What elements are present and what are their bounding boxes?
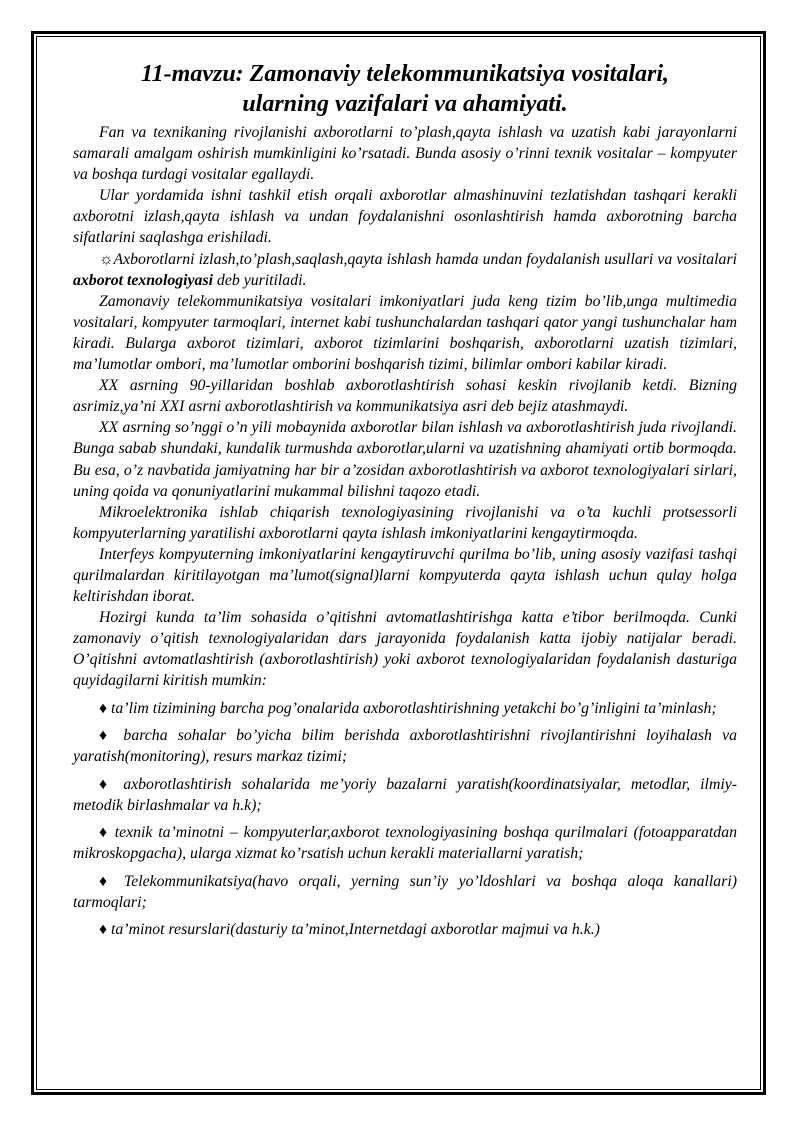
- list-item: [73, 774, 737, 816]
- diamond-bullet-icon: ♦: [99, 775, 114, 793]
- document-title: [73, 60, 737, 119]
- paragraph-4: Zamonaviy telekommunikatsiya vositalari imkoniyatlari juda keng tizim bo’lib,unga multimedia vositalari, kompyuter tarmoqlari, internet kabi tushunchalardan tashqari qator yangi tushunchalar ham kiradi. Bularga axborot tizimlari, axborot tizimlarini boshqarish, axborotlarni uzatish tizimlari, ma’lumotlar ombori, ma’lumotlar omborini boshqarish tizimi, bilimlar ombori kabilar kiradi.: [73, 292, 737, 374]
- paragraph-2: Ular yordamida ishni tashkil etish orqali axborotlar almashinuvini tezlatishdan tashqari kerakli axborotni izlash,qayta ishlash va undan foydalanishni osonlashtirish hamda axborotning barcha sifatlarini saqlashga erishiladi.: [73, 187, 737, 247]
- list-item: [73, 919, 737, 940]
- term-axborot-texnologiyasi: axborot texnologiyasi: [73, 271, 213, 289]
- list-item-text: axborotlashtirish sohalarida me’yoriy bazalarni yaratish(koordinatsiyalar, metodlar, ilmiy-metodik birlashmalar va h.k);: [73, 775, 738, 814]
- sun-symbol-icon: ☼: [99, 250, 114, 268]
- title-line-1: 11-mavzu: Zamonaviy telekommunikatsiya vositalari,: [141, 61, 669, 87]
- list-item: [73, 871, 737, 913]
- list-item: [73, 698, 737, 719]
- diamond-bullet-icon: ♦: [99, 824, 109, 842]
- paragraph-6: XX asrning so’nggi o’n yili mobaynida axborotlar bilan ishlash va axborotlashtirish juda rivojlandi. Bunga sabab shundaki, kundalik turmushda axborotlar,ularni va uzatishning ahamiyati ortib bormoqda. Bu esa, o’z navbatida jamiyatning har bir a’zosidan axborotlashtirish va axborot texnologiyalari sirlari, uning qoida va qonuniyatlarini mukammal bilishni taqozo etadi.: [73, 419, 737, 500]
- list-item-text: barcha sohalar bo’yicha bilim berishda axborotlashtirishni rivojlantirishni loyihalash va yaratish(monitoring), resurs markaz tizimi;: [73, 727, 738, 766]
- diamond-bullet-icon: ♦: [99, 872, 114, 890]
- paragraph-3-end: deb yuritiladi.: [212, 271, 307, 289]
- list-item: [73, 822, 737, 864]
- paragraph-8: Interfeys kompyuterning imkoniyatlarini kengaytiruvchi qurilma bo’lib, uning asosiy vazifasi tashqi qurilmalardan kiritilayotgan ma’lumot(signal)larni kompyuterda qayta ishlash uchun qulay holga keltirishdan iborat.: [73, 545, 737, 606]
- paragraph-7: Mikroelektronika ishlab chiqarish texnologiyasining rivojlanishi va o’ta kuchli protsessorli kompyuterlarning yaratilishi axborotlarni qayta ishlash imkoniyatlarini kengaytirmoqda.: [73, 503, 737, 542]
- diamond-bullet-icon: ♦: [99, 727, 114, 745]
- list-item-text: ta’lim tizimining barcha pog’onalarida axborotlashtirishning yetakchi bo’g’inligini ta’minlash;: [111, 699, 717, 717]
- list-item-text: Telekommunikatsiya(havo orqali, yerning sun’iy yo’ldoshlari va boshqa aloqa kanallari) tarmoqlari;: [73, 872, 737, 911]
- diamond-bullet-icon: ♦: [99, 699, 108, 717]
- paragraph-1: Fan va texnikaning rivojlanishi axborotlarni to’plash,qayta ishlash va uzatish kabi jarayonlarni samarali amalgam oshirish mumkinligini ko’rsatadi. Bunda asosiy o’rinni texnik vositalar – kompyuter va boshqa turdagi vositalar egallaydi.: [73, 124, 737, 184]
- paragraph-9: Hozirgi kunda ta’lim sohasida o’qitishni avtomatlashtirishga katta e’tibor berilmoqda. Cunki zamonaviy o’qitish texnologiyalaridan dars jarayonida foydalanish katta ijobiy natijalar beradi. O’qitishni avtomatlashtirish (axborotlashtirish) yoki axborot texnologiyalaridan foydalanish dasturiga quyidagilarni kiritish mumkin:: [73, 609, 737, 690]
- diamond-bullet-icon: ♦: [99, 921, 108, 939]
- paragraph-3: [73, 249, 737, 291]
- title-line-2: ularning vazifalari va ahamiyati.: [242, 90, 568, 117]
- document-body: [73, 60, 737, 940]
- paragraph-3-text: Axborotlarni izlash,to’plash,saqlash,qayta ishlash hamda undan foydalanish usullari va vositalari: [113, 250, 737, 268]
- list-item-text: ta’minot resurslari(dasturiy ta’minot,Internetdagi axborotlar majmui va h.k.): [111, 921, 600, 939]
- paragraph-5: XX asrning 90-yillaridan boshlab axborotlashtirish sohasi keskin rivojlanib ketdi. Bizning asrimiz,ya’ni XXI asrni axborotlashtirish va kommunikatsiya asri deb bejiz atashmaydi.: [73, 377, 737, 416]
- list-item: [73, 725, 737, 767]
- list-item-text: texnik ta’minotni – kompyuterlar,axborot texnologiyasining boshqa qurilmalari (fotoapparatdan mikroskopgacha), ularga xizmat ko’rsatish uchun kerakli materiallarni yaratish;: [73, 824, 737, 863]
